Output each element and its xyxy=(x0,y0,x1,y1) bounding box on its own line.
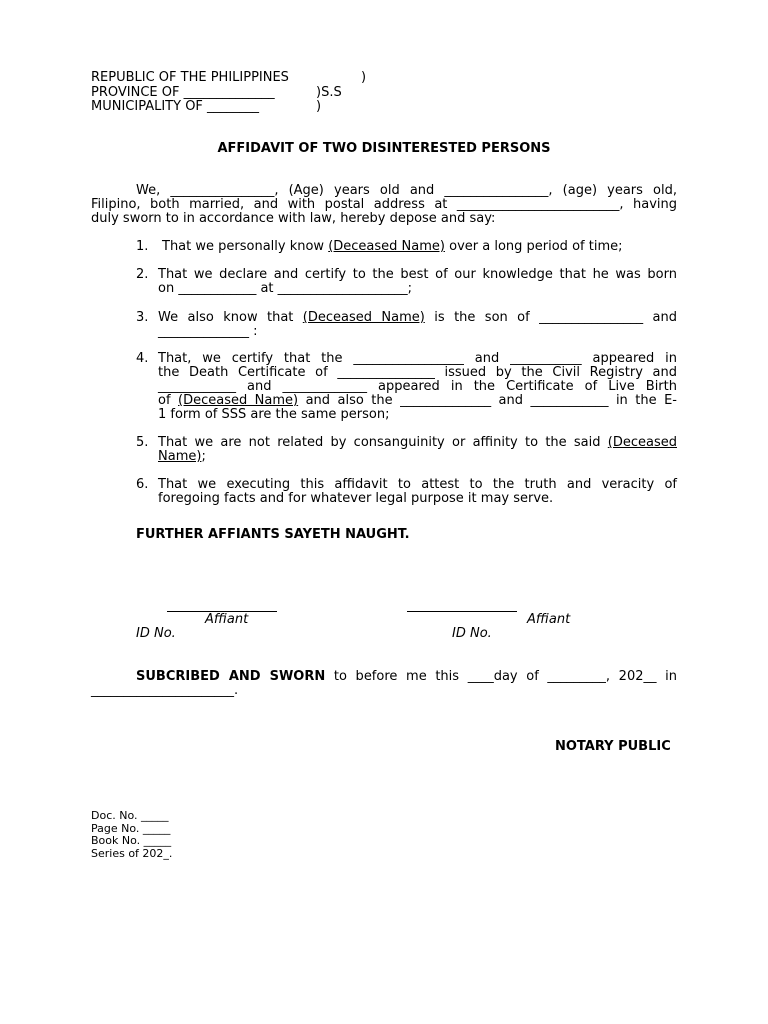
item-1-number: 1. xyxy=(136,239,149,254)
item-2-line-1: That we declare and certify to the best of our knowledge that he was born xyxy=(158,267,677,282)
id-number-label-right: ID No. xyxy=(452,626,492,641)
item-3-line-2: ______________ : xyxy=(158,324,258,339)
item-5-text-b: ; xyxy=(201,449,206,464)
item-6-line-2: foregoing facts and for whatever legal purpose it may serve. xyxy=(158,491,554,506)
item-3-line-1 xyxy=(158,311,677,325)
item-6-line-1: That we executing this affidavit to attest to the truth and veracity of xyxy=(158,477,677,492)
deceased-name-placeholder: (Deceased Name) xyxy=(328,239,445,254)
item-1-text-a: That we personally know xyxy=(162,239,329,254)
series-of: Series of 202_. xyxy=(91,847,173,860)
item-2-number: 2. xyxy=(136,267,149,282)
item-6-number: 6. xyxy=(136,477,149,492)
header-municipality: MUNICIPALITY OF ________ xyxy=(91,99,260,114)
item-4-line-2: the Death Certificate of _______________ issued by the Civil Registry and xyxy=(158,365,677,380)
item-4-text-a: of xyxy=(158,393,178,408)
deceased-name-placeholder: (Deceased Name) xyxy=(178,393,299,408)
book-no: Book No. _____ xyxy=(91,834,172,847)
item-5-number: 5. xyxy=(136,435,149,450)
header-republic-paren: ) xyxy=(361,70,367,85)
affiant-label-left: Affiant xyxy=(205,612,249,627)
intro-line-2: Filipino, both married, and with postal address at _________________________, having xyxy=(91,197,677,212)
intro-line-3: duly sworn to in accordance with law, hereby depose and say: xyxy=(91,211,496,226)
deceased-name-placeholder: (Deceased xyxy=(607,435,677,450)
header-province-ss: )S.S xyxy=(316,85,342,100)
item-1-text xyxy=(162,240,622,254)
deceased-name-placeholder-end: Name) xyxy=(158,449,202,464)
intro-line-1: We, ________________, (Age) years old and ________________, (age) years old, xyxy=(136,183,677,198)
item-3-number: 3. xyxy=(136,310,149,325)
item-4-line-3: ____________ and _____________ appeared in the Certificate of Live Birth xyxy=(158,379,677,394)
item-3-text-b: is the son of ________________ and xyxy=(424,310,677,325)
header-municipality-paren: ) xyxy=(316,99,322,114)
id-number-label-left: ID No. xyxy=(136,626,176,641)
item-4-text-b: and also the ______________ and ____________ in the E- xyxy=(298,393,677,408)
notary-public-label: NOTARY PUBLIC xyxy=(555,739,671,754)
header-republic: REPUBLIC OF THE PHILIPPINES xyxy=(91,70,289,85)
jurat-rest: to before me this ____day of _________, 202__ in xyxy=(325,669,677,684)
affiant-label-right: Affiant xyxy=(527,612,571,627)
signature-line-right xyxy=(407,611,517,612)
header-province: PROVINCE OF ______________ xyxy=(91,85,275,100)
item-3-text-a: We also know that xyxy=(158,310,303,325)
doc-no: Doc. No. _____ xyxy=(91,809,169,822)
jurat-line-1 xyxy=(136,670,677,684)
item-4-line-5: 1 form of SSS are the same person; xyxy=(158,407,390,422)
item-1-text-b: over a long period of time; xyxy=(444,239,623,254)
item-5-line-2 xyxy=(158,450,206,464)
item-4-line-1: That, we certify that the _________________ and ___________ appeared in xyxy=(158,351,677,366)
item-5-line-1 xyxy=(158,436,677,450)
item-4-line-4 xyxy=(158,394,677,408)
item-2-line-2: on ____________ at ____________________; xyxy=(158,281,413,296)
item-5-text-a: That we are not related by consanguinity or affinity to the said xyxy=(158,435,608,450)
further-affiants-statement: FURTHER AFFIANTS SAYETH NAUGHT. xyxy=(136,527,410,542)
item-4-number: 4. xyxy=(136,351,149,366)
page-no: Page No. _____ xyxy=(91,822,171,835)
jurat-bold: SUBCRIBED AND SWORN xyxy=(136,669,326,684)
document-title: AFFIDAVIT OF TWO DISINTERESTED PERSONS xyxy=(217,141,551,156)
deceased-name-placeholder: (Deceased Name) xyxy=(302,310,425,325)
jurat-line-2: ______________________. xyxy=(91,683,239,698)
